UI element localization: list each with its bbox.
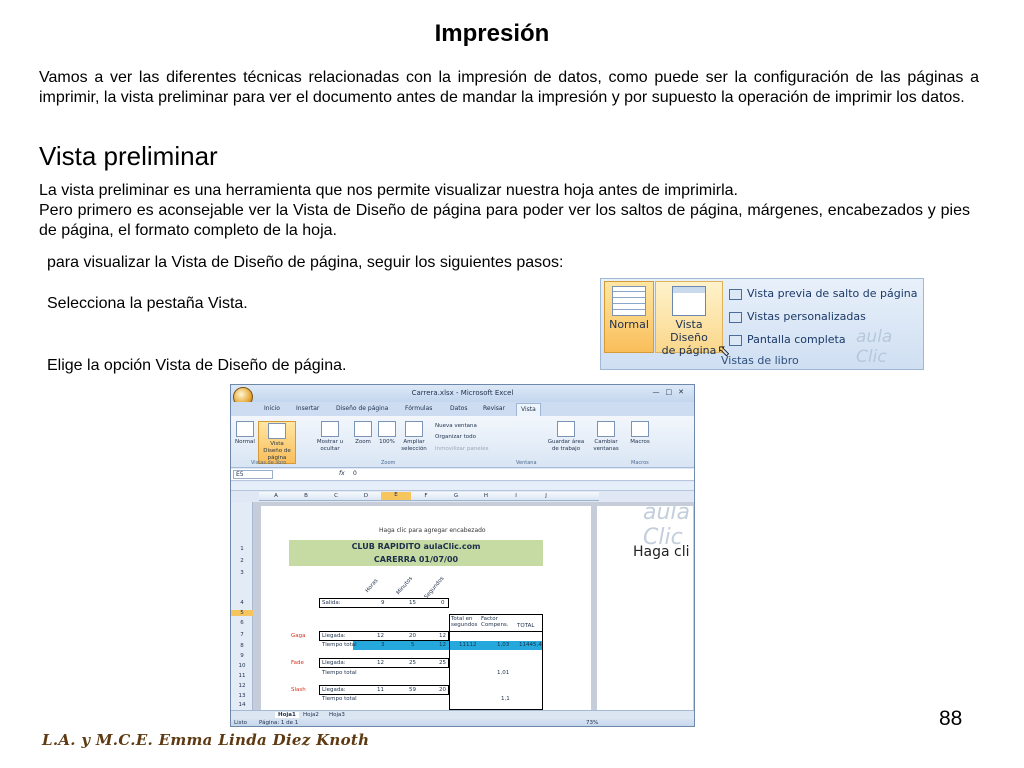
- fx-icon[interactable]: fx: [339, 470, 345, 477]
- col-header-a[interactable]: A: [274, 493, 278, 499]
- salida-s: 0: [441, 600, 445, 606]
- full-screen-label: Pantalla completa: [747, 333, 846, 346]
- next-page-header-hint: Haga cli: [633, 544, 690, 560]
- group-label-ventana: Ventana: [516, 460, 537, 466]
- llegada-s: 12: [439, 633, 446, 639]
- full-screen-icon: [729, 335, 742, 346]
- tab-revisar[interactable]: Revisar: [483, 405, 506, 412]
- sheet-banner: [289, 540, 543, 566]
- xl-layout-label: Vista Diseño de página: [263, 441, 291, 461]
- zoom-button[interactable]: [351, 421, 375, 446]
- steps-intro: para visualizar la Vista de Diseño de página, seguir los siguientes pasos:: [47, 254, 564, 271]
- name-box[interactable]: E5: [233, 470, 273, 479]
- page-title: Impresión: [434, 20, 550, 47]
- row-number[interactable]: 13: [238, 693, 246, 699]
- llegada-s: 25: [439, 660, 446, 666]
- sheet-tab-hoja1[interactable]: Hoja1: [275, 712, 299, 718]
- zoom-selection-button[interactable]: [399, 421, 429, 453]
- show-hide-button[interactable]: [315, 421, 345, 453]
- row-number[interactable]: 7: [240, 632, 244, 638]
- magnifier-icon: [354, 421, 372, 437]
- custom-views-label: Vistas personalizadas: [747, 310, 866, 323]
- zoom-100-label: 100%: [379, 439, 395, 445]
- llegada-h: 11: [377, 687, 384, 693]
- zoom-label: Zoom: [355, 439, 371, 445]
- switch-windows-icon: [597, 421, 615, 437]
- show-hide-icon: [321, 421, 339, 437]
- formula-bar: [231, 469, 694, 481]
- switch-windows-label: Cambiar ventanas: [593, 439, 619, 452]
- rider-name: Slash: [291, 687, 306, 693]
- switch-windows-button[interactable]: [589, 421, 623, 453]
- full-screen-item[interactable]: [729, 333, 846, 346]
- col-header-j[interactable]: J: [545, 493, 547, 499]
- page-layout-label-1: Vista Diseño: [670, 318, 708, 344]
- normal-view-label: Normal: [609, 318, 649, 331]
- normal-view-icon: [612, 286, 646, 316]
- excel-title: Carrera.xlsx - Microsoft Excel: [411, 389, 514, 397]
- save-workspace-icon: [557, 421, 575, 437]
- page-number: 88: [939, 707, 963, 730]
- sheet-tabs-bar: [231, 710, 694, 719]
- tiempo-label: Tiempo total: [322, 670, 357, 676]
- excel-ribbon-tabs: [231, 402, 694, 416]
- normal-view-button[interactable]: [604, 281, 654, 353]
- status-bar: [231, 719, 694, 727]
- llegada-label: Llegada:: [322, 660, 346, 666]
- excel-window: [230, 384, 695, 727]
- row-number[interactable]: 4: [240, 600, 244, 606]
- total-seg: 11112: [459, 642, 477, 648]
- ribbon-snippet: [600, 278, 924, 370]
- row-number[interactable]: 3: [240, 570, 244, 576]
- row-number[interactable]: 10: [238, 663, 246, 669]
- xl-normal-button[interactable]: [234, 421, 256, 446]
- llegada-m: 25: [409, 660, 416, 666]
- head-total: TOTAL: [517, 623, 535, 629]
- xl-normal-label: Normal: [235, 439, 255, 445]
- section-line-1: La vista preliminar es una herramienta que nos permite visualizar nuestra hoja antes de imprimirla.: [39, 182, 738, 199]
- llegada-m: 59: [409, 687, 416, 693]
- tab-inicio[interactable]: Inicio: [264, 405, 280, 412]
- excel-ribbon: [231, 416, 694, 468]
- save-workspace-button[interactable]: [545, 421, 587, 453]
- window-controls-icon[interactable]: —□✕: [652, 388, 690, 396]
- status-ready: Listo: [234, 720, 247, 726]
- rider-name: Gaga: [291, 633, 306, 639]
- tiempo-label: Tiempo total: [322, 696, 357, 702]
- normal-icon: [236, 421, 254, 437]
- xl-page-layout-button[interactable]: [258, 421, 296, 464]
- col-header-e[interactable]: E: [381, 492, 411, 500]
- factor: 1,1: [501, 696, 510, 702]
- tiempo-label: Tiempo total: [322, 642, 357, 648]
- zoom-selection-label: Ampliar selección: [401, 439, 427, 452]
- macros-icon: [631, 421, 649, 437]
- col-header-g[interactable]: G: [453, 493, 459, 499]
- aulaclic-watermark: aula Clic: [856, 327, 893, 367]
- total: 11445,4: [519, 642, 542, 648]
- col-header-c[interactable]: C: [334, 493, 338, 499]
- zoom-100-icon: [378, 421, 396, 437]
- show-hide-label: Mostrar u ocultar: [316, 439, 344, 452]
- factor: 1,01: [497, 670, 510, 676]
- new-window-button[interactable]: Nueva ventana: [435, 423, 477, 429]
- macros-label: Macros: [630, 439, 650, 445]
- col-header-h[interactable]: H: [483, 493, 489, 499]
- row-number[interactable]: 9: [240, 653, 244, 659]
- page-layout-icon: [672, 286, 706, 316]
- author-footer: L.A. y M.C.E. Emma Linda Diez Knoth: [42, 731, 370, 749]
- col-header-i[interactable]: I: [515, 493, 517, 499]
- page-break-icon: [729, 289, 742, 300]
- llegada-label: Llegada:: [322, 633, 346, 639]
- row-number[interactable]: 8: [240, 643, 244, 649]
- zoom-level[interactable]: 73%: [586, 720, 599, 726]
- row-number[interactable]: 11: [238, 673, 246, 679]
- status-page: Página: 1 de 1: [259, 720, 299, 726]
- tab-insertar[interactable]: Insertar: [296, 405, 320, 412]
- col-header-b[interactable]: B: [304, 493, 308, 499]
- section-line-2: Pero primero es aconsejable ver la Vista de Diseño de página para poder ver los saltos de página, márgenes, encabezados y pies de página, el formato completo de la hoja.: [39, 202, 970, 239]
- zoom-selection-icon: [405, 421, 423, 437]
- excel-title-bar: [231, 385, 694, 402]
- results-table-border: [449, 631, 543, 710]
- salida-label: Salida:: [322, 600, 341, 606]
- macros-button[interactable]: [628, 421, 652, 446]
- row-number[interactable]: 6: [240, 620, 244, 626]
- section-heading: Vista preliminar: [39, 141, 218, 171]
- intro-paragraph: Vamos a ver las diferentes técnicas relacionadas con la impresión de datos, como puede ser la configuración de las páginas a imprimir, la vista preliminar para ver el documento antes de mandar la impresión y por supuesto la operación de imprimir los datos.: [39, 69, 979, 106]
- tab-datos[interactable]: Datos: [450, 405, 468, 412]
- page-break-label: Vista previa de salto de página: [747, 287, 918, 300]
- group-label-zoom: Zoom: [381, 460, 396, 466]
- row-number[interactable]: 14: [238, 702, 246, 708]
- col-head-horas: Horas: [364, 577, 380, 595]
- llegada-h: 12: [377, 633, 384, 639]
- arrange-all-button[interactable]: Organizar todo: [435, 434, 477, 440]
- custom-views-icon: [729, 312, 742, 323]
- page-layout-label-2: de página: [661, 344, 717, 357]
- zoom-100-button[interactable]: [377, 421, 397, 446]
- custom-views-item[interactable]: [729, 310, 866, 323]
- row-number[interactable]: 12: [238, 683, 246, 689]
- section-paragraph: [39, 181, 970, 241]
- ruler: [231, 482, 694, 491]
- freeze-panes-button[interactable]: Inmovilizar paneles: [435, 446, 489, 452]
- group-label-macros: Macros: [631, 460, 649, 466]
- ribbon-group-label: Vistas de libro: [721, 354, 799, 367]
- banner-title: CLUB RAPIDITO aulaClic.com: [351, 542, 481, 551]
- row-number[interactable]: 1: [240, 546, 244, 552]
- group-label-vistas: Vistas de libro: [251, 460, 287, 466]
- save-workspace-label: Guardar área de trabajo: [547, 439, 585, 452]
- sheet-tab-hoja2[interactable]: Hoja2: [303, 712, 319, 718]
- tiempo-s: 12: [439, 642, 446, 648]
- page-layout-icon: [268, 423, 286, 439]
- llegada-s: 20: [439, 687, 446, 693]
- head-total-seg: Total en segundos: [451, 616, 478, 628]
- col-head-minutos: Minutos: [395, 575, 415, 597]
- col-head-segundos: Segundos: [423, 575, 446, 601]
- tiempo-m: 5: [411, 642, 415, 648]
- col-header-f[interactable]: F: [424, 493, 428, 499]
- mouse-cursor-icon: ⬁: [717, 341, 731, 360]
- tab-formulas[interactable]: Fórmulas: [405, 405, 433, 412]
- llegada-m: 20: [409, 633, 416, 639]
- formula-input[interactable]: 0: [353, 470, 357, 477]
- row-number[interactable]: 2: [240, 558, 244, 564]
- llegada-label: Llegada:: [322, 687, 346, 693]
- tab-vista[interactable]: Vista: [516, 403, 541, 416]
- row-headers: [231, 502, 253, 712]
- sheet-tab-hoja3[interactable]: Hoja3: [329, 712, 345, 718]
- aulaclic-watermark: aula Clic: [643, 500, 691, 550]
- salida-h: 9: [381, 600, 385, 606]
- header-placeholder[interactable]: Haga clic para agregar encabezado: [379, 527, 486, 534]
- page-break-preview-item[interactable]: [729, 287, 918, 300]
- page-layout-view-button[interactable]: [655, 281, 723, 357]
- rider-name: Fade: [291, 660, 304, 666]
- llegada-h: 12: [377, 660, 384, 666]
- row-number[interactable]: 5: [231, 610, 253, 616]
- tiempo-h: 3: [381, 642, 385, 648]
- column-headers: [259, 492, 599, 501]
- tab-diseno-pagina[interactable]: Diseño de página: [336, 405, 389, 412]
- factor: 1,03: [497, 642, 510, 648]
- banner-subtitle: CARERRA 01/07/00: [373, 555, 459, 564]
- col-header-d[interactable]: D: [363, 493, 369, 499]
- salida-m: 15: [409, 600, 416, 606]
- step-1: Selecciona la pestaña Vista.: [47, 295, 248, 312]
- step-2: Elige la opción Vista de Diseño de página.: [47, 357, 347, 374]
- head-factor: Factor Compens.: [481, 616, 509, 628]
